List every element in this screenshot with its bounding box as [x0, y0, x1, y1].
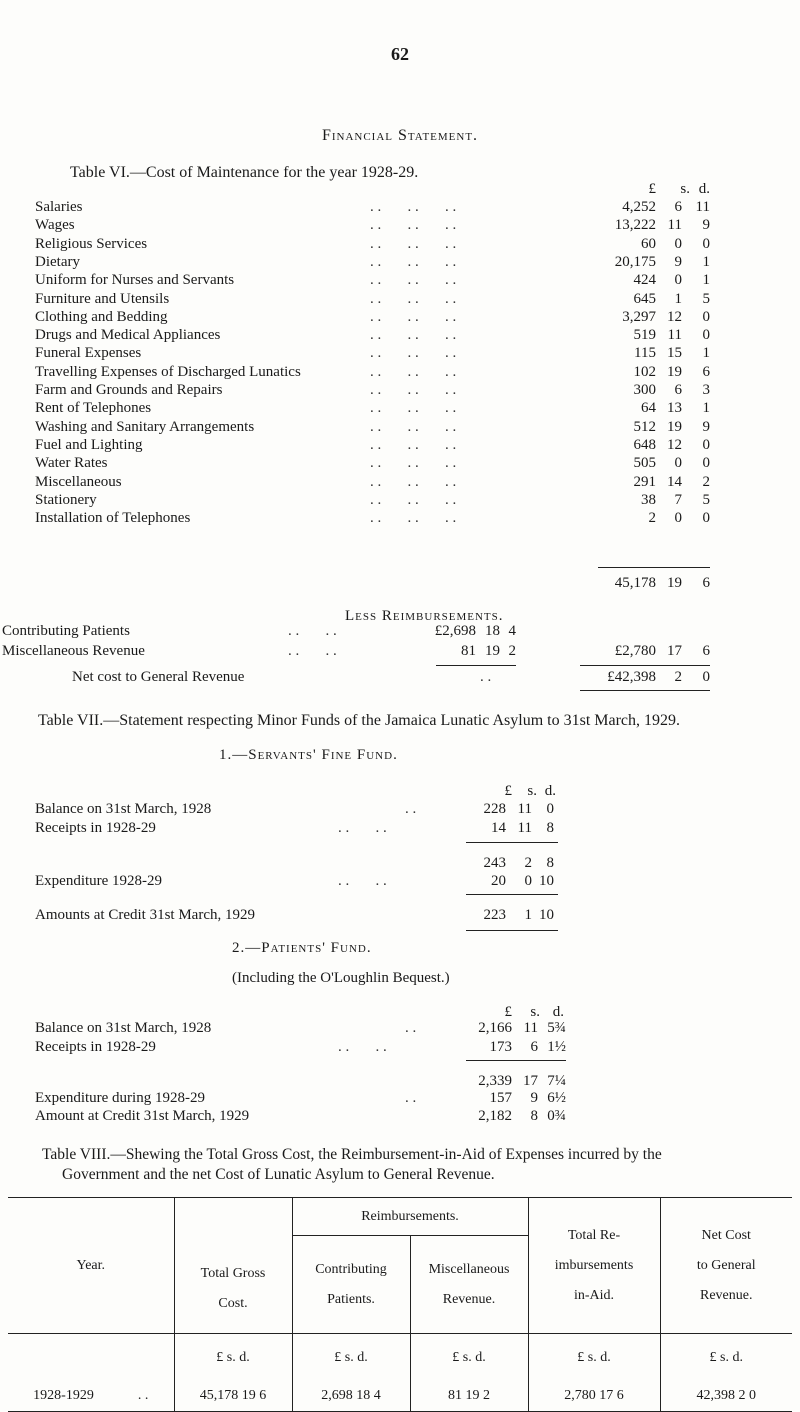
item-pence: 1 — [702, 272, 710, 289]
item-pounds: 13,222 — [614, 217, 656, 234]
table7-title: Table VII.—Statement respecting Minor Funds of the Jamaica Lunatic Asylum to 31st March, 1929. — [38, 712, 681, 729]
net-pounds: £42,398 — [607, 669, 656, 685]
fund2-shillings: 17 — [523, 1073, 538, 1089]
item-shillings: 6 — [674, 382, 682, 398]
table6-item-row — [0, 510, 800, 530]
net-cost-label: Net cost to General Revenue — [72, 669, 245, 685]
table6-item-row — [0, 455, 800, 475]
item-pounds: 645 — [633, 290, 656, 307]
fund1-pounds: 14 — [491, 820, 506, 836]
leader-dots: . . . . . . — [370, 199, 457, 215]
table6-item-row — [0, 345, 800, 365]
table6-total-rule — [598, 567, 710, 568]
year-cell — [8, 1382, 174, 1412]
unit-label: £ s. d. — [174, 1334, 292, 1382]
item-label: Religious Services — [35, 235, 148, 252]
item-shillings: 6 — [674, 199, 682, 215]
contributing-header — [292, 1236, 410, 1334]
net-cost-value: 42,398 2 0 — [660, 1382, 792, 1412]
item-shillings: 11 — [667, 327, 682, 344]
reimb-pounds: £2,698 — [434, 623, 476, 639]
fund1-label: Expenditure 1928-29 — [35, 873, 163, 889]
leader-dots: . . — [405, 801, 417, 817]
leader-dots: . . . . . . — [370, 290, 457, 307]
item-shillings: 0 — [674, 510, 682, 527]
net-rule — [580, 690, 710, 691]
fund2-heading: 2.—Patients' Fund. — [232, 940, 372, 956]
leader-dots: . . — [405, 1090, 417, 1106]
year-value: 1928-1929 — [33, 1388, 94, 1404]
reimb-total-rule — [580, 665, 710, 666]
item-pence: 0 — [702, 327, 710, 344]
item-label: Rent of Telephones — [35, 400, 152, 417]
item-label: Clothing and Bedding — [35, 308, 168, 325]
fund2-pence: 0¾ — [547, 1108, 566, 1124]
page-number: 62 — [391, 44, 409, 64]
unit-label: £ s. d. — [292, 1334, 410, 1382]
item-label: Wages — [35, 217, 75, 234]
net-shillings: 2 — [674, 669, 682, 685]
fund1-heading: 1.—Servants' Fine Fund. — [219, 747, 398, 763]
leader-dots: . . . . . . — [370, 491, 457, 508]
fund1-credit-row — [0, 907, 800, 927]
item-shillings: 13 — [667, 400, 682, 417]
fund2-pence: 7¼ — [547, 1073, 566, 1089]
fund2-credit-row — [0, 1108, 800, 1128]
leader-dots: . . . . . . — [370, 436, 457, 453]
fund1-pence: 8 — [546, 855, 554, 871]
table6-item-row — [0, 400, 800, 420]
fund1-shillings: 2 — [524, 855, 532, 871]
fund2-label: Balance on 31st March, 1928 — [35, 1020, 212, 1036]
item-pence: 6 — [702, 363, 710, 380]
item-pounds: 648 — [633, 436, 656, 453]
reimb-shillings: 19 — [485, 643, 500, 659]
table6-title: Table VI.—Cost of Maintenance for the year 1928-29. — [70, 164, 419, 181]
reimbursements-group-text: Reimbursements. — [361, 1208, 459, 1224]
item-pence: 5 — [702, 491, 710, 508]
table6-item-row — [0, 364, 800, 384]
item-pence: 1 — [702, 345, 710, 362]
leader-dots: . . . . . . — [370, 400, 457, 417]
leader-dots: . . . . . . — [370, 345, 457, 362]
item-pence: 9 — [702, 418, 710, 435]
item-pounds: 505 — [633, 455, 656, 472]
leader-dots: . . — [137, 1388, 149, 1404]
less-reimbursements-heading: Less Reimbursements. — [345, 608, 504, 624]
fund1-label: Amounts at Credit 31st March, 1929 — [35, 907, 255, 923]
item-pounds: 64 — [641, 400, 656, 417]
leader-dots: . . . . — [288, 623, 337, 639]
fund1-expenditure-row — [0, 873, 800, 893]
unit-label: £ s. d. — [660, 1334, 792, 1382]
table6-item-row — [0, 217, 800, 237]
fund1-label: Receipts in 1928-29 — [35, 820, 156, 836]
fund2-pence: 1½ — [547, 1039, 566, 1055]
item-shillings: 7 — [674, 491, 682, 508]
leader-dots: . . . . . . — [370, 455, 457, 472]
fund1-shillings: 1 — [524, 907, 532, 923]
reimb-total-pounds: £2,780 — [614, 643, 656, 659]
net-pence: 0 — [702, 669, 710, 685]
pounds-header: £ — [504, 783, 512, 799]
fund2-shillings: 9 — [530, 1090, 538, 1106]
item-label: Installation of Telephones — [35, 510, 191, 527]
net-cost-header — [660, 1198, 792, 1334]
item-pence: 0 — [702, 455, 710, 472]
fund1-balance-row — [0, 801, 800, 821]
leader-dots: . . . . . . — [370, 363, 457, 380]
fund2-pence: 5¾ — [547, 1020, 566, 1036]
shillings-header: s. — [530, 1004, 540, 1020]
item-pounds: 512 — [633, 418, 656, 435]
gross-header — [174, 1198, 292, 1334]
total-shillings: 19 — [667, 575, 682, 591]
misc-header-line2: Revenue. — [442, 1291, 496, 1307]
total-reimb-header — [528, 1198, 660, 1334]
leader-dots: . . . . . . — [370, 253, 457, 270]
table8 — [8, 1197, 792, 1412]
fund2-receipts-row — [0, 1039, 800, 1059]
net-header-line3: Revenue. — [700, 1287, 753, 1303]
fund2-pounds: 2,182 — [478, 1108, 512, 1124]
table6-item-row — [0, 419, 800, 439]
leader-dots: . . — [480, 669, 492, 685]
reimb-sub-rule — [436, 665, 516, 666]
item-shillings: 11 — [667, 217, 682, 234]
fund1-pounds: 223 — [483, 907, 506, 923]
net-header-line2: to General — [696, 1257, 756, 1273]
fund2-label: Expenditure during 1928-29 — [35, 1090, 205, 1106]
fund1-rule — [466, 842, 558, 843]
fund2-pounds: 2,339 — [478, 1073, 512, 1089]
fund1-pence: 0 — [546, 801, 554, 817]
misc-header — [410, 1236, 528, 1334]
item-label: Furniture and Utensils — [35, 290, 170, 307]
leader-dots: . . . . . . — [370, 272, 457, 289]
item-shillings: 12 — [667, 436, 682, 453]
fund2-pounds: 173 — [489, 1039, 512, 1055]
leader-dots: . . . . . . — [370, 473, 457, 490]
item-label: Drugs and Medical Appliances — [35, 327, 221, 344]
table8-title-line2: Government and the net Cost of Lunatic Asylum to General Revenue. — [62, 1166, 495, 1183]
fund1-pence: 10 — [539, 907, 554, 923]
item-label: Travelling Expenses of Discharged Lunatics — [35, 363, 301, 380]
fund1-currency-header — [0, 783, 800, 803]
table8-title-line1: Table VIII.—Shewing the Total Gross Cost, the Reimbursement-in-Aid of Expenses incurred by the — [42, 1146, 662, 1163]
reimbursements-group-header — [292, 1198, 528, 1236]
item-shillings: 0 — [674, 272, 682, 289]
leader-dots: . . . . . . — [370, 327, 457, 344]
fund1-pounds: 243 — [483, 855, 506, 871]
leader-dots: . . . . — [338, 1039, 387, 1055]
fund1-pence: 10 — [539, 873, 554, 889]
item-pounds: 291 — [633, 473, 656, 490]
fund2-balance-row — [0, 1020, 800, 1040]
net-cost-row — [0, 669, 800, 689]
fund2-shillings: 6 — [530, 1039, 538, 1055]
leader-dots: . . . . . . — [370, 235, 457, 252]
item-shillings: 9 — [674, 253, 682, 270]
item-pounds: 115 — [634, 345, 656, 362]
pounds-header: £ — [648, 181, 656, 197]
item-pounds: 2 — [648, 510, 656, 527]
item-label: Uniform for Nurses and Servants — [35, 272, 235, 289]
fund2-expenditure-row — [0, 1090, 800, 1110]
leader-dots: . . . . . . — [370, 308, 457, 325]
item-label: Dietary — [35, 253, 80, 270]
item-shillings: 0 — [674, 455, 682, 472]
item-pence: 0 — [702, 235, 710, 252]
fund2-pounds: 157 — [489, 1090, 512, 1106]
contributing-value: 2,698 18 4 — [292, 1382, 410, 1412]
year-header-text: Year. — [76, 1257, 106, 1273]
item-shillings: 1 — [674, 290, 682, 307]
item-label: Water Rates — [35, 455, 108, 472]
gross-header-line1: Total Gross — [200, 1265, 266, 1281]
table6-item-row — [0, 272, 800, 292]
fund2-shillings: 8 — [530, 1108, 538, 1124]
misc-header-line1: Miscellaneous — [428, 1261, 510, 1277]
reimb-row-contributing — [0, 623, 800, 643]
fund2-label: Receipts in 1928-29 — [35, 1039, 156, 1055]
total-header-line1: Total Re- — [567, 1227, 621, 1243]
total-header-line2: imbursements — [554, 1257, 634, 1273]
leader-dots: . . . . — [288, 643, 337, 659]
total-header-line3: in-Aid. — [573, 1287, 615, 1303]
item-pence: 2 — [702, 473, 710, 490]
table6-item-row — [0, 309, 800, 329]
item-label: Washing and Sanitary Arrangements — [35, 418, 255, 435]
fund2-label: Amount at Credit 31st March, 1929 — [35, 1108, 250, 1124]
item-pence: 0 — [702, 510, 710, 527]
table6-currency-header — [0, 181, 800, 201]
item-pounds: 20,175 — [614, 253, 656, 270]
table6-item-row — [0, 199, 800, 219]
item-pence: 0 — [702, 436, 710, 453]
reimb-label: Miscellaneous Revenue — [2, 643, 145, 659]
item-pounds: 38 — [641, 491, 656, 508]
shillings-header: s. — [680, 181, 690, 197]
fund2-shillings: 11 — [523, 1020, 538, 1036]
item-label: Farm and Grounds and Repairs — [35, 382, 223, 398]
reimb-pence: 2 — [508, 643, 516, 659]
item-pence: 0 — [702, 308, 710, 325]
year-header — [8, 1198, 174, 1334]
item-pounds: 4,252 — [622, 199, 656, 215]
item-pounds: 519 — [633, 327, 656, 344]
table6-item-row — [0, 437, 800, 457]
miscellaneous-value: 81 19 2 — [410, 1382, 528, 1412]
total-pounds: 45,178 — [614, 575, 656, 591]
fund1-rule — [466, 894, 558, 895]
item-pounds: 424 — [633, 272, 656, 289]
item-shillings: 19 — [667, 418, 682, 435]
pounds-header: £ — [504, 1004, 512, 1020]
item-shillings: 15 — [667, 345, 682, 362]
fund1-receipts-row — [0, 820, 800, 840]
fund1-pence: 8 — [546, 820, 554, 836]
total-reimb-value: 2,780 17 6 — [528, 1382, 660, 1412]
shillings-header: s. — [527, 783, 537, 799]
item-label: Stationery — [35, 491, 97, 508]
item-pounds: 300 — [633, 382, 656, 398]
item-label: Fuel and Lighting — [35, 436, 143, 453]
item-pence: 3 — [702, 382, 710, 398]
fund1-label: Balance on 31st March, 1928 — [35, 801, 212, 817]
table6-item-row — [0, 254, 800, 274]
table6-item-row — [0, 474, 800, 494]
leader-dots: . . . . . . — [370, 418, 457, 435]
fund1-pounds: 228 — [483, 801, 506, 817]
total-pence: 6 — [702, 575, 710, 591]
leader-dots: . . . . . . — [370, 217, 457, 234]
item-label: Funeral Expenses — [35, 345, 142, 362]
table6-item-row — [0, 382, 800, 402]
fund2-subheading: (Including the O'Loughlin Bequest.) — [232, 970, 450, 986]
fund1-shillings: 0 — [524, 873, 532, 889]
item-shillings: 0 — [674, 235, 682, 252]
gross-cost-value: 45,178 19 6 — [174, 1382, 292, 1412]
table6-total — [0, 575, 800, 595]
item-shillings: 14 — [667, 473, 682, 490]
year-unit-cell — [8, 1334, 174, 1382]
item-label: Salaries — [35, 199, 83, 215]
item-label: Miscellaneous — [35, 473, 122, 490]
contrib-header-line2: Patients. — [327, 1291, 375, 1307]
fund1-pounds: 20 — [491, 873, 506, 889]
fund1-shillings: 11 — [517, 801, 532, 817]
contrib-header-line1: Contributing — [315, 1261, 387, 1277]
pence-header: d. — [544, 783, 556, 799]
table6-item-row — [0, 327, 800, 347]
item-shillings: 12 — [667, 308, 682, 325]
item-pounds: 60 — [641, 235, 656, 252]
fund2-pence: 6½ — [547, 1090, 566, 1106]
item-pence: 1 — [702, 400, 710, 417]
leader-dots: . . . . . . — [370, 510, 457, 527]
leader-dots: . . . . — [338, 873, 387, 889]
page-heading: Financial Statement. — [321, 127, 479, 144]
item-pounds: 102 — [633, 363, 656, 380]
pence-header: d. — [552, 1004, 564, 1020]
item-pence: 11 — [695, 199, 710, 215]
item-pounds: 3,297 — [622, 308, 656, 325]
unit-label: £ s. d. — [528, 1334, 660, 1382]
table6-item-row — [0, 236, 800, 256]
reimb-row-miscellaneous — [0, 643, 800, 663]
leader-dots: . . — [405, 1020, 417, 1036]
unit-label: £ s. d. — [410, 1334, 528, 1382]
table6-item-row — [0, 291, 800, 311]
fund1-shillings: 11 — [517, 820, 532, 836]
fund1-subtotal-row — [0, 855, 800, 875]
reimb-total-pence: 6 — [702, 643, 710, 659]
reimb-label: Contributing Patients — [2, 623, 130, 639]
reimb-total-shillings: 17 — [667, 643, 682, 659]
fund1-rule — [466, 930, 558, 931]
pence-header: d. — [698, 181, 710, 197]
fund2-pounds: 2,166 — [478, 1020, 512, 1036]
item-pence: 1 — [702, 253, 710, 270]
item-pence: 5 — [702, 290, 710, 307]
gross-header-line2: Cost. — [218, 1295, 248, 1311]
reimb-pounds: 81 — [461, 643, 476, 659]
table6-item-row — [0, 492, 800, 512]
leader-dots: . . . . — [338, 820, 387, 836]
reimb-pence: 4 — [508, 623, 516, 639]
item-shillings: 19 — [667, 363, 682, 380]
fund2-rule — [466, 1060, 566, 1061]
item-pence: 9 — [702, 217, 710, 234]
leader-dots: . . . . . . — [370, 382, 457, 398]
net-header-line1: Net Cost — [701, 1227, 751, 1243]
reimb-shillings: 18 — [485, 623, 500, 639]
